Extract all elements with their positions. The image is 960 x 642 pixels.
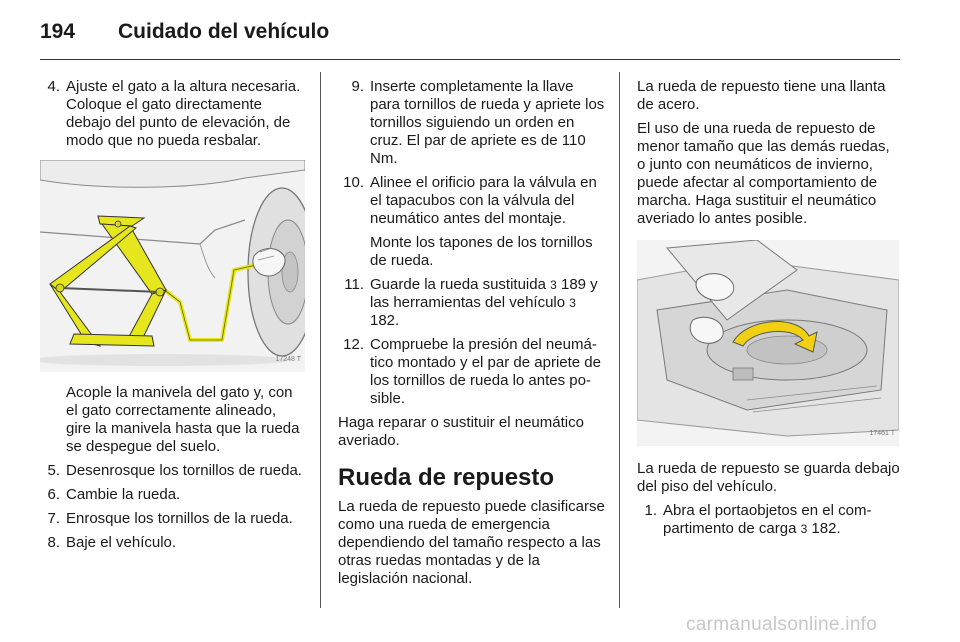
paragraph-1: La rueda de repuesto tiene una llanta de acero. bbox=[637, 78, 886, 113]
step-number: 5. bbox=[47, 462, 60, 479]
step-number: 4. bbox=[47, 78, 60, 95]
spare-wheel-illustration bbox=[637, 240, 899, 446]
paragraph-2: El uso de una rueda de repuesto de menor tamaño que las demás ruedas, o junto con neumáticos de invierno, puede afectar al comportamiento de marcha. Haga sustituir el neumático averiado lo antes posible. bbox=[637, 120, 890, 227]
step-text: Enrosque los tornillos de la rueda. bbox=[66, 510, 293, 527]
step-text: Compruebe la presión del neumático montado y el par de apriete de los tornillos de rueda lo antes posible. bbox=[370, 336, 601, 407]
step-10 bbox=[338, 174, 606, 228]
step-text: Alinee el orificio para la válvula en el tapacubos con la válvula del neumático antes del montaje. bbox=[370, 174, 597, 227]
step-7 bbox=[40, 510, 305, 528]
page-number: 194 bbox=[40, 20, 76, 43]
section-text: La rueda de repuesto puede clasificarse como una rueda de emergencia dependiendo del tamaño respecto a las otras ruedas montadas y de la legislación nacional. bbox=[338, 498, 605, 587]
step-number: 10. bbox=[343, 174, 364, 191]
watermark: carmanualsonline.info bbox=[686, 614, 878, 635]
step-number: 1. bbox=[644, 502, 657, 519]
paragraph-3: La rueda de repuesto se guarda debajo del piso del vehículo. bbox=[637, 460, 900, 495]
step-5 bbox=[40, 462, 305, 480]
figure-code: 17248 T bbox=[275, 356, 301, 363]
step-6 bbox=[40, 486, 305, 504]
page-ref-arrow-icon: 3 bbox=[550, 278, 557, 292]
step-10-note: Monte los tapones de los tornillos de rueda. bbox=[370, 234, 593, 269]
step-11 bbox=[338, 276, 606, 330]
page-title: Cuidado del vehículo bbox=[118, 20, 330, 43]
step-number: 8. bbox=[47, 534, 60, 551]
header-rule bbox=[40, 59, 900, 60]
section-heading: Rueda de repuesto bbox=[338, 464, 555, 491]
step-number: 7. bbox=[47, 510, 60, 527]
column-2 bbox=[338, 78, 606, 594]
step-text: Ajuste el gato a la altura necesaria. Coloque el gato directamente debajo del punto de elevación, de modo que no pueda resbalar. bbox=[66, 78, 301, 149]
spare-wheel-illustration-svg bbox=[637, 240, 899, 446]
jack-illustration bbox=[40, 160, 305, 372]
figure-code: 17461 T bbox=[869, 430, 895, 437]
step-number: 6. bbox=[47, 486, 60, 503]
step-text: Cambie la rueda. bbox=[66, 486, 181, 503]
page-ref-arrow-icon: 3 bbox=[800, 522, 808, 536]
step-9 bbox=[338, 78, 606, 168]
column-divider-2 bbox=[619, 72, 620, 608]
step-4 bbox=[40, 78, 305, 150]
jack-illustration-svg bbox=[40, 160, 305, 372]
page-ref-arrow-icon: 3 bbox=[569, 296, 576, 310]
step-text-b: y las herramientas del vehículo bbox=[370, 276, 598, 311]
step-12 bbox=[338, 336, 606, 408]
step-number: 12. bbox=[343, 336, 364, 353]
step-text: Desenrosque los tornillos de rueda. bbox=[66, 462, 302, 479]
page-ref[interactable]: 182. bbox=[370, 312, 400, 329]
column-3 bbox=[637, 78, 902, 544]
step-number: 11. bbox=[344, 276, 364, 293]
column-1 bbox=[40, 78, 305, 558]
step-text: Inserte completamente la llave para tornillos de rueda y apriete los tornillos siguiendo un orden en cruz. El par de apriete es de 110 Nm. bbox=[370, 78, 605, 167]
step-8 bbox=[40, 534, 305, 552]
column-divider-1 bbox=[320, 72, 321, 608]
page-header bbox=[40, 20, 900, 60]
step-text-a: Guarde la rueda sustituida bbox=[370, 276, 551, 293]
step-1 bbox=[637, 502, 902, 538]
step-text: Abra el portaobjetos en el compartimento de carga bbox=[663, 502, 872, 537]
repair-text: Haga reparar o sustituir el neumático averiado. bbox=[338, 414, 584, 449]
figure-caption: Acople la manivela del gato y, con el gato correctamente alineado, gire la manivela hasta que la rueda se despegue del suelo. bbox=[66, 384, 300, 455]
step-number: 9. bbox=[351, 78, 364, 95]
page-ref[interactable]: 182. bbox=[807, 520, 841, 537]
page-ref[interactable]: 189 bbox=[556, 276, 587, 293]
step-text: Baje el vehículo. bbox=[66, 534, 177, 551]
